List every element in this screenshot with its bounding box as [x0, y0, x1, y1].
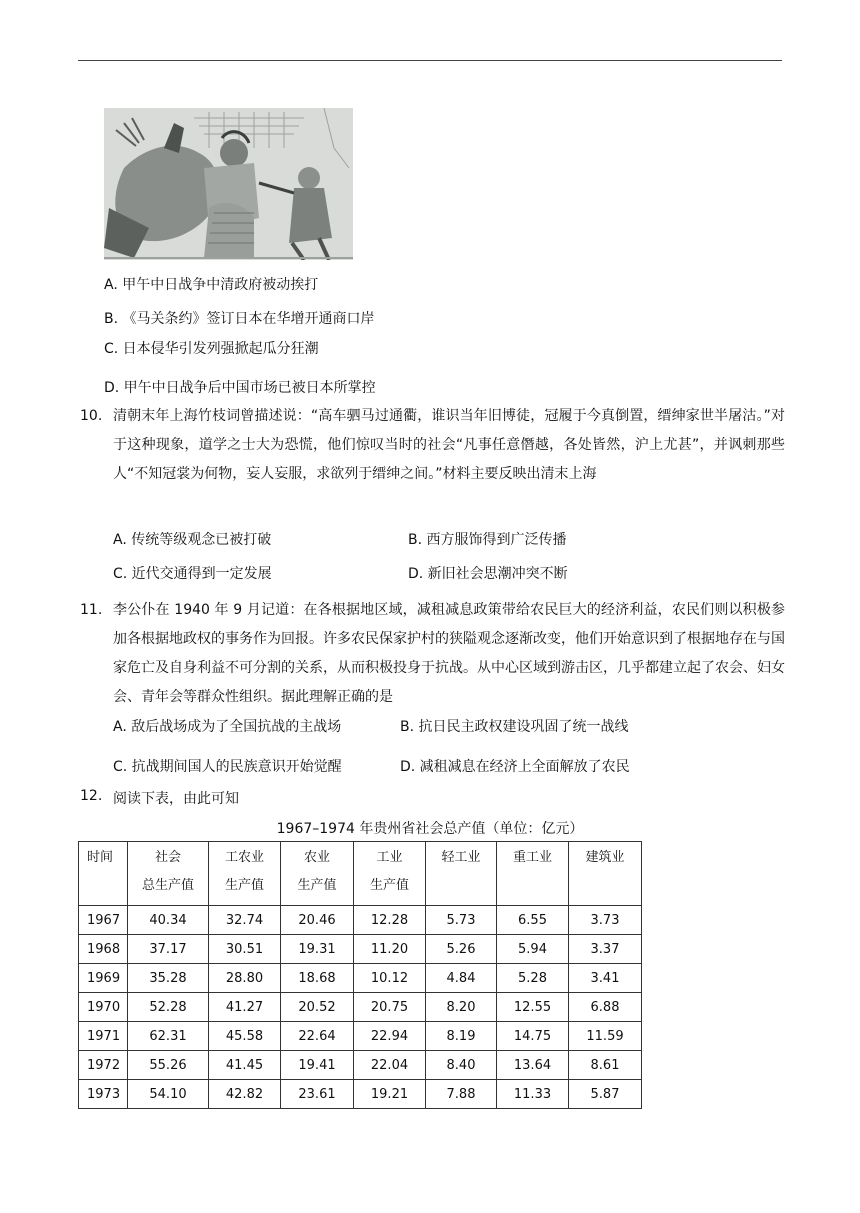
- table-row: [79, 1022, 642, 1051]
- cell: 1972: [79, 1051, 128, 1080]
- cell: 1970: [79, 993, 128, 1022]
- header-industry: 工业 生产值: [354, 842, 426, 906]
- cell: 35.28: [128, 964, 209, 993]
- cell: 8.20: [426, 993, 497, 1022]
- question-11-option-d: D. 减租减息在经济上全面解放了农民: [400, 759, 630, 775]
- cell: 8.61: [569, 1051, 642, 1080]
- cell: 6.88: [569, 993, 642, 1022]
- header-construction: 建筑业: [569, 842, 642, 906]
- cell: 37.17: [128, 935, 209, 964]
- prev-option-c: C. 日本侵华引发列强掀起瓜分狂潮: [104, 341, 319, 357]
- header-light-industry: 轻工业: [426, 842, 497, 906]
- cell: 12.28: [354, 906, 426, 935]
- cell: 23.61: [281, 1080, 354, 1109]
- prev-option-d: D. 甲午中日战争后中国市场已被日本所掌控: [104, 380, 376, 396]
- question-10-number: 10.: [80, 408, 103, 424]
- cell: 28.80: [209, 964, 281, 993]
- header-time: 时间: [79, 842, 128, 906]
- cell: 54.10: [128, 1080, 209, 1109]
- question-10-option-a: A. 传统等级观念已被打破: [113, 532, 272, 548]
- cell: 3.41: [569, 964, 642, 993]
- cell: 19.41: [281, 1051, 354, 1080]
- prev-option-a: A. 甲午中日战争中清政府被动挨打: [104, 277, 319, 293]
- cell: 5.94: [497, 935, 569, 964]
- header-agriculture: 农业 生产值: [281, 842, 354, 906]
- prev-option-b: B. 《马关条约》签订日本在华增开通商口岸: [104, 311, 375, 327]
- question-12-number: 12.: [80, 788, 103, 804]
- cell: 22.64: [281, 1022, 354, 1051]
- table-row: [79, 964, 642, 993]
- cell: 32.74: [209, 906, 281, 935]
- cell: 5.73: [426, 906, 497, 935]
- cell: 18.68: [281, 964, 354, 993]
- cell: 11.20: [354, 935, 426, 964]
- cell: 45.58: [209, 1022, 281, 1051]
- cell: 41.45: [209, 1051, 281, 1080]
- cell: 55.26: [128, 1051, 209, 1080]
- cell: 4.84: [426, 964, 497, 993]
- table-caption: 1967–1974 年贵州省社会总产值（单位：亿元）: [276, 821, 584, 837]
- cell: 20.75: [354, 993, 426, 1022]
- question-10-option-c: C. 近代交通得到一定发展: [113, 566, 272, 582]
- cell: 1968: [79, 935, 128, 964]
- table-row: [79, 935, 642, 964]
- cell: 40.34: [128, 906, 209, 935]
- table-row: [79, 993, 642, 1022]
- table-header-row: [79, 842, 642, 906]
- cell: 19.21: [354, 1080, 426, 1109]
- cell: 5.28: [497, 964, 569, 993]
- cartoon-illustration: [104, 108, 353, 260]
- cell: 22.94: [354, 1022, 426, 1051]
- cell: 14.75: [497, 1022, 569, 1051]
- gdp-table: [78, 841, 642, 1109]
- cell: 5.87: [569, 1080, 642, 1109]
- question-12-stem: 阅读下表，由此可知: [113, 791, 239, 807]
- cell: 1969: [79, 964, 128, 993]
- cell: 20.52: [281, 993, 354, 1022]
- cell: 52.28: [128, 993, 209, 1022]
- cell: 8.40: [426, 1051, 497, 1080]
- cell: 62.31: [128, 1022, 209, 1051]
- cell: 30.51: [209, 935, 281, 964]
- question-11-option-c: C. 抗战期间国人的民族意识开始觉醒: [113, 759, 342, 775]
- question-11-option-a: A. 敌后战场成为了全国抗战的主战场: [113, 719, 342, 735]
- cell: 10.12: [354, 964, 426, 993]
- table-row: [79, 1051, 642, 1080]
- question-10-option-d: D. 新旧社会思潮冲突不断: [408, 566, 568, 582]
- cell: 7.88: [426, 1080, 497, 1109]
- header-heavy-industry: 重工业: [497, 842, 569, 906]
- cell: 11.33: [497, 1080, 569, 1109]
- cell: 1971: [79, 1022, 128, 1051]
- table-row: [79, 1080, 642, 1109]
- cell: 41.27: [209, 993, 281, 1022]
- question-11-option-b: B. 抗日民主政权建设巩固了统一战线: [400, 719, 629, 735]
- cell: 42.82: [209, 1080, 281, 1109]
- cell: 5.26: [426, 935, 497, 964]
- question-10-stem: 清朝末年上海竹枝词曾描述说：“高车驷马过通衢，谁识当年旧博徒，冠履于今真倒置，缙绅家世半屠沽。”对于这种现象，道学之士大为恐慌，他们惊叹当时的社会“凡事任意僭越，各处皆然，沪上尤甚”，并讽刺那些人“不知冠裳为何物，妄人妄服，求欲列于缙绅之间。”材料主要反映出清末上海: [113, 408, 785, 482]
- cell: 11.59: [569, 1022, 642, 1051]
- cell: 22.04: [354, 1051, 426, 1080]
- cell: 6.55: [497, 906, 569, 935]
- cell: 1967: [79, 906, 128, 935]
- header-agri-industry: 工农业 生产值: [209, 842, 281, 906]
- cell: 8.19: [426, 1022, 497, 1051]
- cell: 12.55: [497, 993, 569, 1022]
- question-10-option-b: B. 西方服饰得到广泛传播: [408, 532, 567, 548]
- cell: 3.37: [569, 935, 642, 964]
- cell: 13.64: [497, 1051, 569, 1080]
- cell: 19.31: [281, 935, 354, 964]
- cell: 3.73: [569, 906, 642, 935]
- question-11-stem: 李公仆在 1940 年 9 月记道：在各根据地区域，减租减息政策带给农民巨大的经济利益，农民们则以积极参加各根据地政权的事务作为回报。许多农民保家护村的狭隘观念逐渐改变，他们开始意识到了根据地存在与国家危亡及自身利益不可分割的关系，从而积极投身于抗战。从中心区域到游击区，几乎都建立起了农会、妇女会、青年会等群众性组织。据此理解正确的是: [113, 602, 785, 705]
- question-11-number: 11.: [80, 602, 103, 618]
- header-social-total: 社会 总生产值: [128, 842, 209, 906]
- table-row: [79, 906, 642, 935]
- cell: 20.46: [281, 906, 354, 935]
- page-top-rule: [78, 60, 782, 61]
- cell: 1973: [79, 1080, 128, 1109]
